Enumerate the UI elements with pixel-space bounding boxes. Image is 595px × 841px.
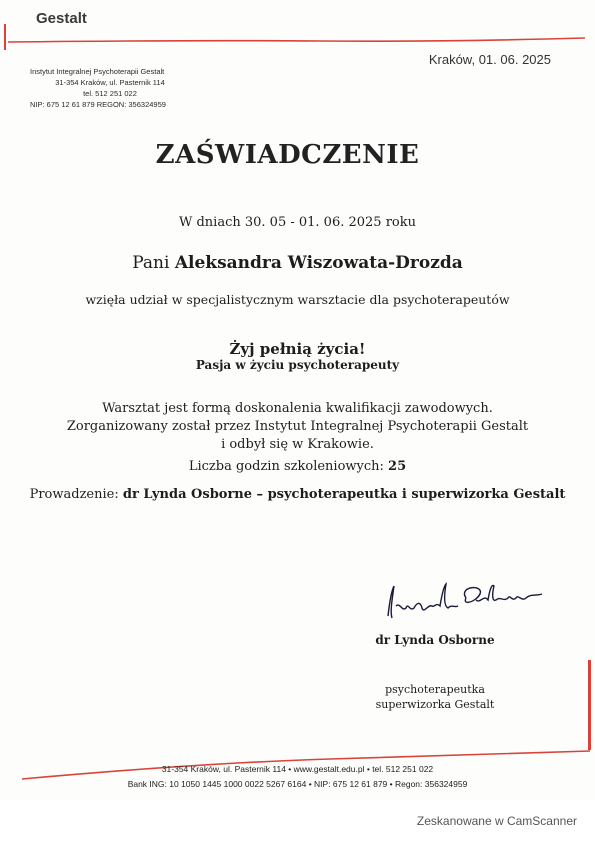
- header-rule: [0, 0, 595, 60]
- participant-line: [0, 253, 595, 273]
- handwritten-signature: [380, 578, 550, 626]
- institution-stamp: [30, 66, 190, 110]
- participant-name: Aleksandra Wiszowata-Drozda: [174, 253, 463, 273]
- left-accent-mark: [4, 24, 6, 50]
- footer-bank: Bank ING: 10 1050 1445 1000 0022 5267 6164 • NIP: 675 12 61 879 • Regon: 356324959: [127, 779, 468, 789]
- hours-value: 25: [388, 459, 407, 474]
- right-accent-mark: [588, 660, 591, 750]
- workshop-subtitle: Pasja w życiu psychoterapeuty: [195, 358, 400, 372]
- institution-phone: tel. 512 251 022: [83, 89, 137, 98]
- lead-line: [0, 487, 595, 502]
- scanner-watermark: Zeskanowane w CamScanner: [416, 814, 577, 828]
- lead-value: dr Lynda Osborne – psychoterapeutka i superwizorka Gestalt: [122, 487, 566, 502]
- description-line: Zorganizowany został przez Instytut Integralnej Psychoterapii Gestalt: [66, 419, 529, 434]
- description-line: i odbył się w Krakowie.: [221, 437, 374, 452]
- institution-ids: NIP: 675 12 61 879 REGON: 356324959: [30, 100, 166, 109]
- participation-line: wzięła udział w specjalistycznym warsztacie dla psychoterapeutów: [85, 292, 510, 307]
- workshop-title: Żyj pełnią życia!: [229, 340, 366, 358]
- lead-label: Prowadzenie:: [29, 487, 119, 502]
- footer-address: 31-354 Kraków, ul. Pasternik 114 • www.gestalt.edu.pl • tel. 512 251 022: [161, 764, 434, 774]
- name-prefix: Pani: [132, 253, 170, 273]
- hours-line: [0, 459, 595, 474]
- dates-line: W dniach 30. 05 - 01. 06. 2025 roku: [178, 215, 416, 230]
- document-title: ZAŚWIADCZENIE: [155, 140, 420, 170]
- institution-address: 31-354 Kraków, ul. Pasternik 114: [55, 78, 165, 87]
- role-line: psychoterapeutka: [385, 683, 485, 696]
- logo: Gestalt: [36, 10, 87, 27]
- signatory-name: dr Lynda Osborne: [375, 633, 495, 647]
- role-line: superwizorka Gestalt: [375, 698, 495, 711]
- description: [0, 400, 595, 454]
- place-date: Kraków, 01. 06. 2025: [428, 52, 551, 67]
- institution-name: Instytut Integralnej Psychoterapii Gestalt: [30, 67, 165, 76]
- signatory-role: [360, 682, 510, 712]
- hours-label: Liczba godzin szkoleniowych:: [188, 459, 384, 474]
- description-line: Warsztat jest formą doskonalenia kwalifikacji zawodowych.: [102, 401, 493, 416]
